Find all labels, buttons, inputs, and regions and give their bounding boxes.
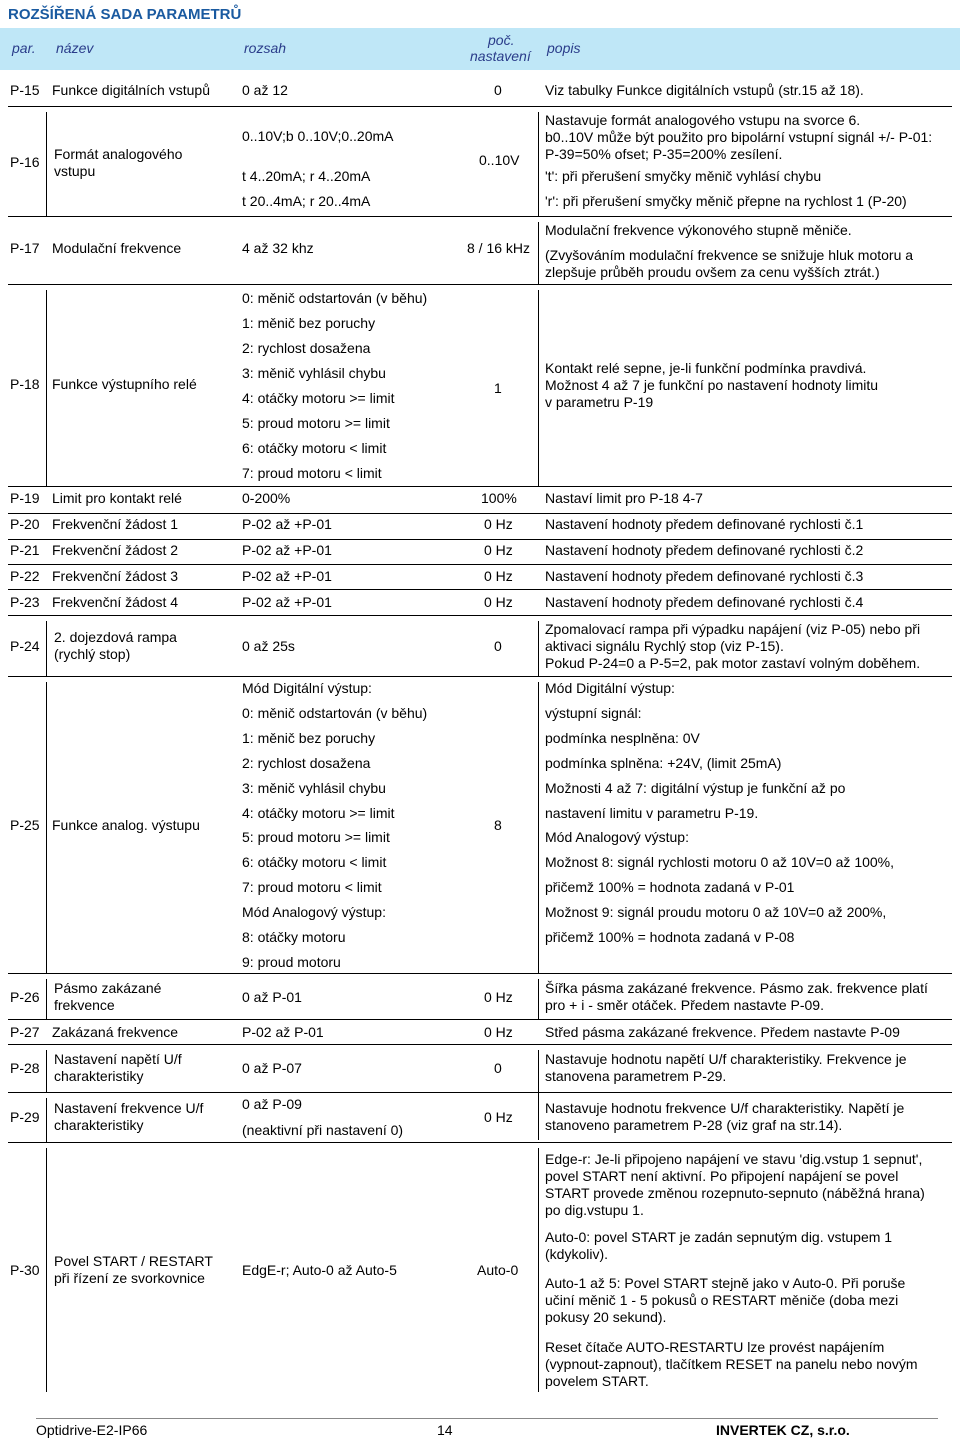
- col-divider: [46, 290, 47, 486]
- param-desc: (kdykoliv).: [545, 1246, 609, 1262]
- row-divider: [8, 284, 952, 285]
- param-name: Frekvenční žádost 4: [52, 594, 179, 610]
- param-default: 0: [494, 82, 502, 98]
- param-desc: Auto-1 až 5: Povel START stejně jako v Auto-0. Při poruše: [545, 1275, 906, 1291]
- param-desc: zlepšuje průběh proudu ovšem za cenu vyšších ztrát.): [545, 264, 880, 280]
- param-desc: v parametru P-19: [545, 394, 654, 410]
- param-name: Limit pro kontakt relé: [52, 490, 182, 506]
- option-item: 7: proud motoru < limit: [242, 465, 382, 481]
- param-range: 0 až P-01: [242, 989, 302, 1005]
- option-item: 6: otáčky motoru < limit: [242, 854, 387, 870]
- param-name: Formát analogového: [54, 146, 183, 162]
- footer-page-number: 14: [437, 1422, 453, 1438]
- col-divider: [538, 222, 539, 284]
- param-desc: P-39=50% ofset; P-35=200% zesílení.: [545, 146, 783, 162]
- param-name: charakteristiky: [54, 1068, 144, 1084]
- param-range: 0 až 12: [242, 82, 288, 98]
- param-desc: nastavení limitu v parametru P-19.: [545, 805, 759, 821]
- option-item: 5: proud motoru >= limit: [242, 415, 390, 431]
- param-default: 8: [494, 817, 502, 833]
- option-item: 2: rychlost dosažena: [242, 340, 371, 356]
- option-item: 9: proud motoru: [242, 954, 341, 970]
- row-divider: [8, 1019, 952, 1020]
- param-desc: podmínka splněna: +24V, (limit 25mA): [545, 755, 782, 771]
- param-id: P-26: [10, 989, 40, 1005]
- param-desc: START provede změnou rozepnuto-sepnuto (náběžná hrana): [545, 1185, 925, 1201]
- row-divider: [8, 539, 952, 540]
- param-name: charakteristiky: [54, 1117, 144, 1133]
- param-desc: Auto-0: povel START je zadán sepnutým dig. vstupem 1: [545, 1229, 893, 1245]
- param-name: Frekvenční žádost 2: [52, 542, 179, 558]
- param-name: (rychlý stop): [54, 646, 131, 662]
- param-desc: Nastavuje hodnotu frekvence U/f charakteristiky. Napětí je: [545, 1100, 905, 1116]
- col-divider: [46, 112, 47, 216]
- param-default: 100%: [481, 490, 517, 506]
- param-id: P-30: [10, 1262, 40, 1278]
- param-range: 0 až P-07: [242, 1060, 302, 1076]
- option-item: Mód Analogový výstup:: [242, 904, 386, 920]
- col-divider: [538, 1148, 539, 1392]
- option-item: 4: otáčky motoru >= limit: [242, 390, 395, 406]
- param-range: t 20..4mA; r 20..4mA: [242, 193, 371, 209]
- param-name: Nastavení frekvence U/f: [54, 1100, 204, 1116]
- param-range: 0 až 25s: [242, 638, 295, 654]
- param-id: P-29: [10, 1109, 40, 1125]
- param-default: 0 Hz: [484, 989, 513, 1005]
- param-range: P-02 až +P-01: [242, 516, 332, 532]
- param-desc: stanovena parametrem P-29.: [545, 1068, 727, 1084]
- col-poc-2: nastavení: [470, 48, 531, 64]
- col-divider: [538, 621, 539, 676]
- option-item: 8: otáčky motoru: [242, 929, 346, 945]
- param-name: Nastavení napětí U/f: [54, 1051, 182, 1067]
- param-desc: Možnost 9: signál proudu motoru 0 až 10V=0 až 200%,: [545, 904, 887, 920]
- param-desc: Zpomalovací rampa při výpadku napájení (viz P-05) nebo při: [545, 621, 921, 637]
- param-name: Funkce digitálních vstupů: [52, 82, 210, 98]
- param-default: 0 Hz: [484, 568, 513, 584]
- param-desc: aktivaci signálu Rychlý stop (viz P-15).: [545, 638, 784, 654]
- col-divider: [538, 290, 539, 486]
- param-default: 0: [494, 638, 502, 654]
- col-divider: [46, 1050, 47, 1092]
- param-name: Funkce výstupního relé: [52, 376, 197, 392]
- row-divider: [8, 615, 952, 616]
- col-divider: [538, 112, 539, 216]
- param-desc: Nastavuje hodnotu napětí U/f charakteristiky. Frekvence je: [545, 1051, 907, 1067]
- footer-product: Optidrive-E2-IP66: [36, 1422, 148, 1438]
- param-name: Frekvenční žádost 1: [52, 516, 179, 532]
- param-desc: Možnosti 4 až 7: digitální výstup je funkční až po: [545, 780, 846, 796]
- col-divider: [538, 1050, 539, 1140]
- param-default: 1: [494, 380, 502, 396]
- param-default: 0 Hz: [484, 1024, 513, 1040]
- param-desc: Pokud P-24=0 a P-5=2, pak motor zastaví volným doběhem.: [545, 655, 921, 671]
- param-desc: Nastavení hodnoty předem definované rychlosti č.1: [545, 516, 864, 532]
- param-desc: Edge-r: Je-li připojeno napájení ve stavu 'dig.vstup 1 sepnut',: [545, 1151, 923, 1167]
- param-name: frekvence: [54, 997, 115, 1013]
- param-id: P-22: [10, 568, 40, 584]
- col-divider: [46, 979, 47, 1019]
- table-header: [0, 28, 960, 70]
- param-desc: povelem START.: [545, 1373, 649, 1389]
- option-item: 0: měnič odstartován (v běhu): [242, 290, 428, 306]
- option-item: 2: rychlost dosažena: [242, 755, 371, 771]
- param-range: 0-200%: [242, 490, 291, 506]
- param-id: P-17: [10, 240, 40, 256]
- row-divider: [8, 216, 952, 217]
- param-name: Modulační frekvence: [52, 240, 182, 256]
- row-divider: [8, 564, 952, 565]
- param-id: P-16: [10, 154, 40, 170]
- footer-company: INVERTEK CZ, s.r.o.: [716, 1422, 850, 1438]
- param-name: 2. dojezdová rampa: [54, 629, 177, 645]
- option-item: 1: měnič bez poruchy: [242, 315, 376, 331]
- param-range: P-02 až P-01: [242, 1024, 324, 1040]
- col-popis: popis: [547, 40, 581, 56]
- option-item: 0: měnič odstartován (v běhu): [242, 705, 428, 721]
- section-title: ROZŠÍŘENÁ SADA PARAMETRŮ: [8, 6, 242, 23]
- row-divider: [8, 1092, 952, 1093]
- param-desc: 't': při přerušení smyčky měnič vyhlásí chybu: [545, 168, 822, 184]
- param-desc: podmínka nesplněna: 0V: [545, 730, 700, 746]
- param-default: 0: [494, 1060, 502, 1076]
- option-item: 1: měnič bez poruchy: [242, 730, 376, 746]
- col-divider: [46, 1148, 47, 1392]
- option-item: 7: proud motoru < limit: [242, 879, 382, 895]
- param-desc: Modulační frekvence výkonového stupně měniče.: [545, 222, 852, 238]
- param-desc: Kontakt relé sepne, je-li funkční podmínka pravdivá.: [545, 360, 867, 376]
- param-id: P-20: [10, 516, 40, 532]
- row-divider: [8, 589, 952, 590]
- param-desc: přičemž 100% = hodnota zadaná v P-01: [545, 879, 795, 895]
- param-desc: Šířka pásma zakázané frekvence. Pásmo zak. frekvence platí: [545, 980, 928, 996]
- param-name: Zakázaná frekvence: [52, 1024, 179, 1040]
- param-range: 0 až P-09: [242, 1096, 302, 1112]
- param-desc: (Zvyšováním modulační frekvence se snižuje hluk motoru a: [545, 247, 914, 263]
- option-item: 5: proud motoru >= limit: [242, 829, 390, 845]
- col-par: par.: [12, 40, 36, 56]
- col-divider: [46, 1098, 47, 1142]
- param-name: vstupu: [54, 163, 96, 179]
- option-item: Mód Digitální výstup:: [242, 680, 372, 696]
- param-name: Povel START / RESTART: [54, 1253, 213, 1269]
- param-desc: Reset čítače AUTO-RESTARTU lze provést napájením: [545, 1339, 885, 1355]
- param-desc: učiní měnič 1 - 5 pokusů o RESTART měniče (doba mezi: [545, 1292, 899, 1308]
- row-divider: [8, 486, 952, 487]
- option-item: 6: otáčky motoru < limit: [242, 440, 387, 456]
- param-default: Auto-0: [477, 1262, 519, 1278]
- param-desc: b0..10V může být použito pro bipolární vstupní signál +/- P-01:: [545, 129, 933, 145]
- param-desc: pokusy 20 sekund).: [545, 1309, 667, 1325]
- param-desc: Nastavení hodnoty předem definované rychlosti č.3: [545, 568, 864, 584]
- param-desc: (vypnout-zapnout), tlačítkem RESET na panelu nebo novým: [545, 1356, 918, 1372]
- param-desc: po dig.vstupu 1.: [545, 1202, 644, 1218]
- param-id: P-15: [10, 82, 40, 98]
- param-id: P-18: [10, 376, 40, 392]
- param-id: P-23: [10, 594, 40, 610]
- param-default: 0 Hz: [484, 594, 513, 610]
- param-default: 8 / 16 kHz: [467, 240, 531, 256]
- param-desc: Nastavení hodnoty předem definované rychlosti č.2: [545, 542, 864, 558]
- row-divider: [8, 676, 952, 677]
- param-name: při řízení ze svorkovnice: [54, 1270, 205, 1286]
- footer-rule: [36, 1418, 938, 1419]
- col-divider: [538, 979, 539, 1019]
- param-desc: Nastavení hodnoty předem definované rychlosti č.4: [545, 594, 864, 610]
- option-item: 4: otáčky motoru >= limit: [242, 805, 395, 821]
- param-range: 4 až 32 khz: [242, 240, 314, 256]
- param-default: 0 Hz: [484, 516, 513, 532]
- param-id: P-27: [10, 1024, 40, 1040]
- param-desc: Viz tabulky Funkce digitálních vstupů (str.15 až 18).: [545, 82, 864, 98]
- param-range: t 4..20mA; r 4..20mA: [242, 168, 371, 184]
- param-desc: 'r': při přerušení smyčky měnič přepne na rychlost 1 (P-20): [545, 193, 907, 209]
- param-id: P-28: [10, 1060, 40, 1076]
- param-name: Pásmo zakázané: [54, 980, 162, 996]
- row-divider: [8, 973, 952, 974]
- param-desc: stanoveno parametrem P-28 (viz graf na str.14).: [545, 1117, 843, 1133]
- param-id: P-21: [10, 542, 40, 558]
- row-divider: [8, 106, 952, 107]
- col-nazev: název: [56, 40, 94, 56]
- row-divider: [8, 513, 952, 514]
- col-divider: [46, 682, 47, 973]
- col-divider: [538, 682, 539, 973]
- param-range: EdgE-r; Auto-0 až Auto-5: [242, 1262, 397, 1278]
- param-desc: Střed pásma zakázané frekvence. Předem nastavte P-09: [545, 1024, 900, 1040]
- param-desc: Mód Digitální výstup:: [545, 680, 675, 696]
- param-desc: povel START není aktivní. Po připojení napájení se povel: [545, 1168, 899, 1184]
- row-divider: [8, 1142, 952, 1143]
- param-desc: Nastavuje formát analogového vstupu na svorce 6.: [545, 112, 861, 128]
- param-desc: Možnost 4 až 7 je funkční po nastavení hodnoty limitu: [545, 377, 879, 393]
- param-id: P-19: [10, 490, 40, 506]
- row-divider: [8, 1044, 952, 1045]
- param-desc: přičemž 100% = hodnota zadaná v P-08: [545, 929, 795, 945]
- param-default: 0..10V: [479, 152, 520, 168]
- param-desc: Nastaví limit pro P-18 4-7: [545, 490, 703, 506]
- param-name: Funkce analog. výstupu: [52, 817, 200, 833]
- param-default: 0 Hz: [484, 1109, 513, 1125]
- param-default: 0 Hz: [484, 542, 513, 558]
- option-item: 3: měnič vyhlásil chybu: [242, 780, 386, 796]
- param-range: P-02 až +P-01: [242, 568, 332, 584]
- param-range: (neaktivní při nastavení 0): [242, 1122, 404, 1138]
- param-id: P-25: [10, 817, 40, 833]
- param-range: P-02 až +P-01: [242, 542, 332, 558]
- param-desc: Mód Analogový výstup:: [545, 829, 689, 845]
- option-item: 3: měnič vyhlásil chybu: [242, 365, 386, 381]
- param-name: Frekvenční žádost 3: [52, 568, 179, 584]
- col-poc-1: poč.: [488, 32, 515, 48]
- param-desc: výstupní signál:: [545, 705, 642, 721]
- param-desc: pro + i - směr otáček. Předem nastavte P-09.: [545, 997, 824, 1013]
- col-divider: [46, 621, 47, 676]
- param-desc: Možnost 8: signál rychlosti motoru 0 až 10V=0 až 100%,: [545, 854, 895, 870]
- param-range: P-02 až +P-01: [242, 594, 332, 610]
- col-rozsah: rozsah: [244, 40, 287, 56]
- param-range: 0..10V;b 0..10V;0..20mA: [242, 128, 394, 144]
- param-id: P-24: [10, 638, 40, 654]
